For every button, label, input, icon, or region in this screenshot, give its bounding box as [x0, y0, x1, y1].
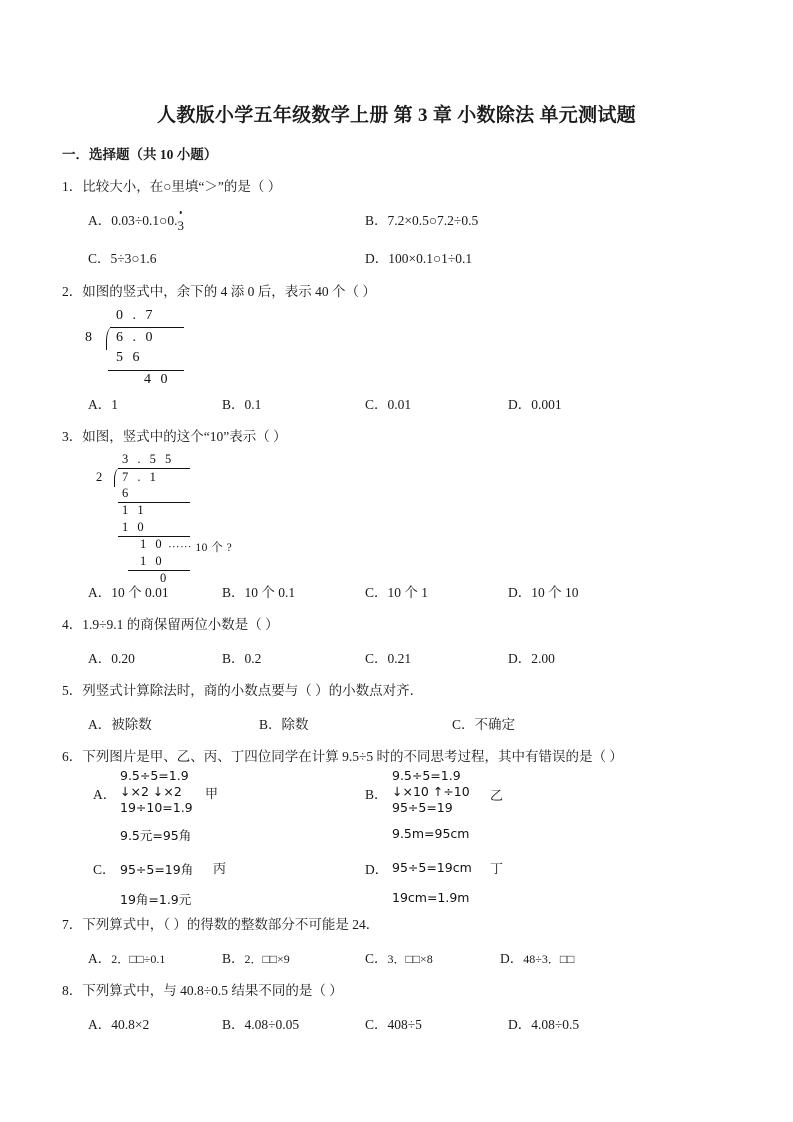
option-text: 被除数 — [111, 717, 152, 732]
question-6-option-d-letter[interactable]: D． — [365, 862, 389, 877]
page-title: 人教版小学五年级数学上册 第 3 章 小数除法 单元测试题 — [157, 105, 636, 126]
question-2-option-a[interactable] — [88, 393, 118, 413]
repeating-decimal-digit: 3 — [177, 218, 184, 234]
question-6-option-d-student-name: 丁 — [490, 861, 504, 876]
question-6-option-a-line4: 9.5元=95角 — [120, 828, 192, 843]
option-letter: D． — [508, 585, 532, 600]
question-3-stem — [62, 425, 287, 445]
option-letter: C． — [88, 251, 111, 266]
question-5-number: 5． — [62, 683, 83, 698]
option-letter: B． — [259, 717, 282, 732]
question-7-option-c[interactable] — [365, 947, 433, 967]
repeat-dot-icon — [179, 211, 182, 214]
option-text: 0.01 — [387, 397, 412, 412]
option-letter: A． — [88, 651, 112, 666]
option-text: 40.8×2 — [111, 1017, 150, 1032]
option-text: 10 个 1 — [387, 585, 429, 600]
question-4-option-b[interactable] — [222, 647, 261, 667]
question-6-text: 下列图片是甲、乙、丙、丁四位同学在计算 9.5÷5 时的不同思考过程，其中有错误的是（ ） — [82, 749, 623, 764]
option-letter: A． — [88, 717, 112, 732]
question-2-long-division-figure — [78, 308, 208, 388]
division-bar — [110, 327, 184, 328]
option-text: 7.2×0.5○7.2÷0.5 — [387, 213, 479, 228]
question-6-option-c-student-name: 丙 — [213, 861, 227, 876]
question-3-long-division-figure — [88, 452, 348, 585]
option-letter: B． — [222, 1017, 245, 1032]
question-7-option-a[interactable] — [88, 947, 165, 967]
question-6-option-b-line4: 9.5m=95cm — [392, 826, 470, 841]
question-6-option-d-line1: 95÷5=19cm — [392, 860, 472, 875]
division-bracket-icon — [114, 468, 122, 487]
option-letter: B． — [222, 397, 245, 412]
question-6-option-b-line2: ↓×10 ↑÷10 — [392, 784, 470, 799]
question-6-option-c-line2: 19角=1.9元 — [120, 892, 192, 907]
option-text: 1 — [111, 397, 118, 412]
question-4-option-a[interactable] — [88, 647, 135, 667]
quotient-value: 0 . 7 — [116, 308, 156, 323]
option-letter: A． — [88, 213, 112, 228]
question-6-option-a-line2: ↓×2 ↓×2 — [120, 784, 182, 799]
question-4-option-d[interactable] — [508, 647, 555, 667]
option-letter: C． — [365, 585, 388, 600]
option-letter: C． — [365, 397, 388, 412]
step-row-5: 1 0 — [140, 554, 165, 568]
question-4-option-c[interactable] — [365, 647, 411, 667]
question-6-option-a-line1: 9.5÷5=1.9 — [120, 768, 189, 783]
question-8-option-a[interactable] — [88, 1013, 149, 1033]
dividend-value: 6 . 0 — [116, 330, 156, 345]
option-letter: A． — [88, 585, 112, 600]
divisor-value: 8 — [85, 330, 95, 345]
question-5-text: 列竖式计算除法时，商的小数点要与（ ）的小数点对齐． — [82, 683, 424, 698]
option-text: 5÷3○1.6 — [110, 251, 157, 266]
option-text: 2.00 — [531, 651, 555, 666]
question-7-option-b[interactable] — [222, 947, 290, 967]
option-text: 0.03÷0.1○0. — [111, 213, 178, 228]
question-6-option-c-line1: 95÷5=19角 — [120, 862, 194, 877]
question-6-stem — [62, 745, 623, 765]
option-text: 0.1 — [244, 397, 262, 412]
question-3-option-a[interactable] — [88, 581, 169, 601]
option-letter: D． — [508, 397, 532, 412]
option-text: 0.21 — [387, 651, 412, 666]
option-text: 3．□□×8 — [387, 952, 433, 966]
question-6-option-b-student-name: 乙 — [490, 788, 504, 803]
question-6-option-d-line2: 19cm=1.9m — [392, 890, 470, 905]
question-2-text: 如图的竖式中，余下的 4 添 0 后，表示 40 个（ ） — [82, 284, 376, 299]
question-4-number: 4． — [62, 617, 83, 632]
question-2-option-c[interactable] — [365, 393, 411, 413]
option-text: 10 个 0.01 — [111, 585, 169, 600]
option-letter: D． — [508, 1017, 532, 1032]
step-bar-3 — [128, 570, 190, 571]
question-4-text: 1.9÷9.1 的商保留两位小数是（ ） — [82, 617, 279, 632]
step-row-2: 1 1 — [122, 503, 147, 517]
dividend-value: 7 . 1 — [122, 470, 159, 484]
question-8-option-b[interactable] — [222, 1013, 299, 1033]
question-6-option-c-letter[interactable]: C． — [93, 862, 116, 877]
question-2-number: 2． — [62, 284, 83, 299]
quotient-value: 3 . 5 5 — [122, 452, 175, 466]
question-1-text: 比较大小，在○里填“＞”的是（ ） — [82, 179, 282, 194]
option-text: 408÷5 — [387, 1017, 422, 1032]
question-3-number: 3． — [62, 429, 83, 444]
question-6-option-a-student-name: 甲 — [205, 786, 219, 801]
option-letter: C． — [365, 651, 388, 666]
option-letter: D． — [365, 251, 389, 266]
option-letter: C． — [452, 717, 475, 732]
question-5-stem — [62, 679, 423, 699]
question-8-option-d[interactable] — [508, 1013, 579, 1033]
question-2-option-b[interactable] — [222, 393, 261, 413]
option-letter: C． — [365, 951, 388, 966]
section-heading: 一．选择题（共 10 小题） — [62, 147, 218, 162]
option-letter: B． — [222, 651, 245, 666]
option-letter: A． — [88, 1017, 112, 1032]
question-8-stem — [62, 979, 343, 999]
option-text: 2．□□×9 — [244, 952, 290, 966]
option-text: 4.08÷0.05 — [244, 1017, 300, 1032]
question-3-option-c[interactable] — [365, 581, 428, 601]
question-1-option-d[interactable] — [365, 247, 472, 267]
option-text: 48÷3．□□ — [523, 952, 575, 966]
option-text: 0.20 — [111, 651, 135, 666]
question-4-stem — [62, 613, 279, 633]
option-text: 不确定 — [474, 717, 516, 732]
option-text: 0.2 — [244, 651, 262, 666]
question-6-option-a-letter[interactable]: A． — [93, 787, 117, 802]
remainder-value: 4 0 — [144, 372, 171, 387]
question-1-option-c[interactable] — [88, 247, 156, 267]
question-6-option-a-line3: 19÷10=1.9 — [120, 800, 193, 815]
question-1-number: 1． — [62, 179, 83, 194]
option-letter: B． — [222, 585, 245, 600]
question-2-option-d[interactable] — [508, 393, 562, 413]
final-remainder-value: 0 — [160, 571, 170, 585]
question-5-option-c[interactable] — [452, 713, 515, 733]
question-6-option-b-letter[interactable]: B． — [365, 787, 388, 802]
option-letter: A． — [88, 397, 112, 412]
option-letter: A． — [88, 951, 112, 966]
question-7-number: 7． — [62, 917, 83, 932]
question-3-option-d[interactable] — [508, 581, 579, 601]
question-6-number: 6． — [62, 749, 83, 764]
option-text: 10 个 10 — [531, 585, 579, 600]
option-letter: B． — [365, 213, 388, 228]
divisor-value: 2 — [96, 470, 106, 484]
option-letter: C． — [365, 1017, 388, 1032]
option-text: 除数 — [281, 717, 309, 732]
question-5-option-a[interactable] — [88, 713, 152, 733]
option-text: 2．□□÷0.1 — [111, 952, 166, 966]
question-2-stem — [62, 280, 376, 300]
question-7-text: 下列算式中，（ ）的得数的整数部分不可能是 24． — [82, 917, 380, 932]
step-row-4: 1 0 — [140, 537, 165, 551]
option-text: 4.08÷0.5 — [531, 1017, 580, 1032]
question-3-option-b[interactable] — [222, 581, 295, 601]
step-row-1: 6 — [122, 486, 132, 500]
option-letter: D． — [508, 651, 532, 666]
division-bracket-icon — [106, 327, 115, 350]
option-text: 100×0.1○1÷0.1 — [388, 251, 473, 266]
figure-annotation: ⋯⋯ 10 个 ? — [168, 542, 233, 554]
question-5-option-b[interactable] — [259, 713, 309, 733]
option-letter: D． — [500, 951, 524, 966]
question-1-stem — [62, 175, 281, 195]
option-text: 0.001 — [531, 397, 562, 412]
question-1-option-a[interactable] — [88, 209, 184, 234]
step-row-3: 1 0 — [122, 520, 147, 534]
option-letter: B． — [222, 951, 245, 966]
question-8-text: 下列算式中，与 40.8÷0.5 结果不同的是（ ） — [82, 983, 343, 998]
option-text: 10 个 0.1 — [244, 585, 296, 600]
question-3-text: 如图，竖式中的这个“10”表示（ ） — [82, 429, 287, 444]
question-7-stem — [62, 913, 379, 933]
question-7-option-d[interactable] — [500, 947, 574, 967]
question-8-option-c[interactable] — [365, 1013, 422, 1033]
question-6-option-b-line3: 95÷5=19 — [392, 800, 453, 815]
step-product-value: 5 6 — [116, 350, 143, 365]
question-1-option-b[interactable] — [365, 209, 478, 229]
question-8-number: 8． — [62, 983, 83, 998]
question-6-option-b-line1: 9.5÷5=1.9 — [392, 768, 461, 783]
